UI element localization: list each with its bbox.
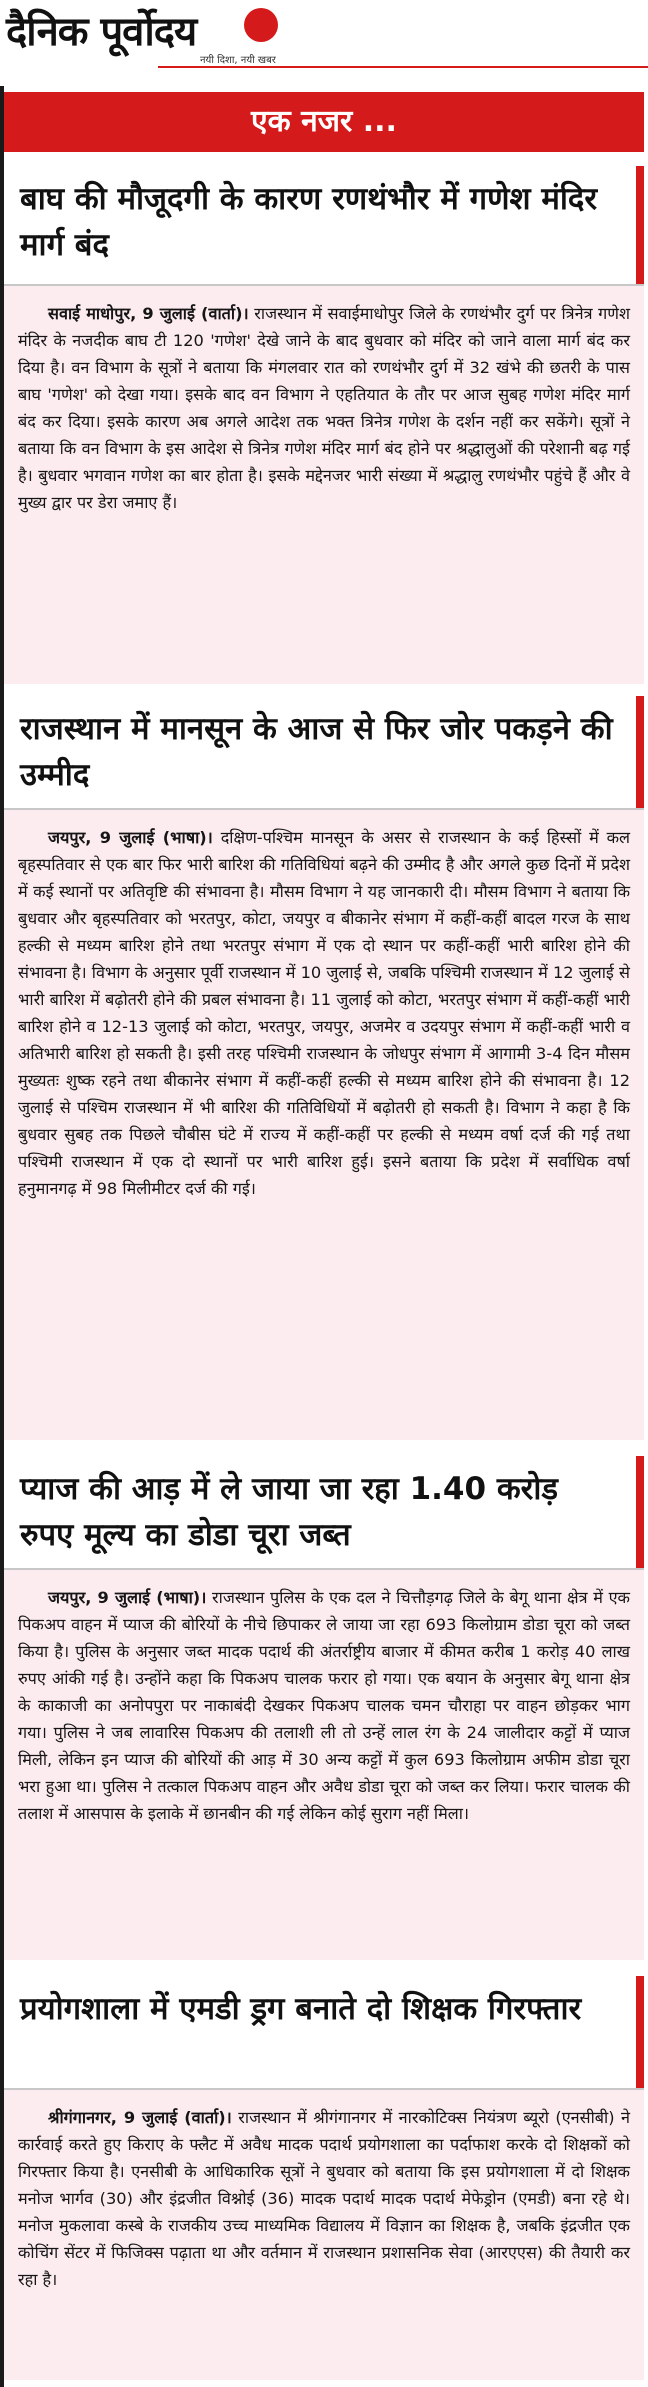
article-headline: प्रयोगशाला में एमडी ड्रग बनाते दो शिक्षक गिरफ्तार xyxy=(20,1991,582,2027)
headline-box xyxy=(4,1456,644,1568)
article-body xyxy=(4,2088,644,2380)
logo-sun-icon xyxy=(244,8,278,42)
article-dateline: जयपुर, 9 जुलाई (भाषा)। xyxy=(48,1588,207,1607)
masthead-divider xyxy=(158,66,648,68)
article-dateline: जयपुर, 9 जुलाई (भाषा)। xyxy=(48,828,213,847)
article-body-text: राजस्थान में श्रीगंगानगर में नारकोटिक्स नियंत्रण ब्यूरो (एनसीबी) ने कार्रवाई करते हुए किराए के फ्लैट में अवैध मादक पदार्थ प्रयोगशाला का पर्दाफाश करके दो शिक्षकों को गिरफ्तार किया है। एनसीबी के आधिकारिक सूत्रों ने बुधवार को बताया कि इस प्रयोगशाला में दो शिक्षक मनोज भार्गव (30) और इंद्रजीत विश्नोई (36) मादक पदार्थ मादक पदार्थ मेफेड्रोन (एमडी) बना रहे थे। मनोज मुकलावा कस्बे के राजकीय उच्च माध्यमिक विद्यालय में विज्ञान का शिक्षक है, जबकि इंद्रजीत एक कोचिंग सेंटर में फिजिक्स पढ़ाता था और वर्तमान में राजस्थान प्रशासनिक सेवा (आरएएस) की तैयारी कर रहा है। xyxy=(18,2108,630,2289)
headline-box xyxy=(4,1976,644,2088)
section-banner xyxy=(4,92,644,152)
section-title: एक नजर ... xyxy=(251,104,397,139)
article-headline: बाघ की मौजूदगी के कारण रणथंभौर में गणेश मंदिर मार्ग बंद xyxy=(20,181,598,263)
article-tiger-ganesh-temple xyxy=(4,166,644,686)
newspaper-tagline: नयी दिशा, नयी खबर xyxy=(200,55,276,66)
headline-box xyxy=(4,696,644,808)
article-text xyxy=(18,2104,630,2293)
article-headline: राजस्थान में मानसून के आज से फिर जोर पकड़ने की उम्मीद xyxy=(20,711,613,793)
article-body-text: राजस्थान में सवाईमाधोपुर जिले के रणथंभौर दुर्ग पर त्रिनेत्र गणेश मंदिर के नजदीक बाघ टी 120 'गणेश' देखे जाने के बाद बुधवार को मंदिर को जाने वाला मार्ग बंद कर दिया है। वन विभाग के सूत्रों ने बताया कि मंगलवार रात को रणथंभौर दुर्ग में 32 खंभे की छतरी के पास बाघ 'गणेश' को देखा गया। इसके बाद वन विभाग ने एहतियात के तौर पर आज सुबह गणेश मंदिर मार्ग बंद कर दिया। इसके कारण अब अगले आदेश तक भक्त त्रिनेत्र गणेश के दर्शन नहीं कर सकेंगे। सूत्रों ने बताया कि वन विभाग के इस आदेश से त्रिनेत्र गणेश मंदिर मार्ग बंद होने पर श्रद्धालुओं की परेशानी बढ़ गई है। बुधवार भगवान गणेश का बार होता है। इसके मद्देनजर भारी संख्या में श्रद्धालु रणथंभौर पहुंचे हैं और वे मुख्य द्वार पर डेरा जमाए हैं। xyxy=(18,304,630,512)
article-body xyxy=(4,284,644,684)
article-body-text: राजस्थान पुलिस के एक दल ने चित्तौड़गढ़ जिले के बेगू थाना क्षेत्र में एक पिकअप वाहन में प्याज की बोरियों के नीचे छिपाकर ले जाया जा रहा 693 किलोग्राम डोडा चूरा को जब्त किया है। पुलिस के अनुसार जब्त मादक पदार्थ की अंतर्राष्ट्रीय बाजार में कीमत करीब 1 करोड़ 40 लाख रुपए आंकी गई है। उन्होंने कहा कि पिकअप चालक फरार हो गया। एक बयान के अनुसार बेगू थाना क्षेत्र के काकाजी का अनोपपुरा पर नाकाबंदी देखकर पिकअप चालक चमन चौराहा पर वाहन छोड़कर भाग गया। पुलिस ने जब लावारिस पिकअप की तलाशी ली तो उन्हें लाल रंग के 24 जालीदार कट्टों में प्याज मिली, लेकिन इन प्याज की बोरियों की आड़ में 30 अन्य कट्टों में कुल 693 किलोग्राम अफीम डोडा चूरा भरा हुआ था। पुलिस ने तत्काल पिकअप वाहन और अवैध डोडा चूरा को जब्त कर लिया। फरार चालक की तलाश में आसपास के इलाके में छानबीन की गई लेकिन कोई सुराग नहीं मिला। xyxy=(18,1588,630,1823)
article-md-drug-lab xyxy=(4,1976,644,2380)
article-body-text: दक्षिण-पश्चिम मानसून के असर से राजस्थान के कई हिस्सों में कल बृहस्पतिवार से एक बार फिर भारी बारिश की गतिविधियां बढ़ने की उम्मीद है और अगले कुछ दिनों में प्रदेश में कई स्थानों पर अतिवृष्टि की संभावना है। मौसम विभाग ने यह जानकारी दी। मौसम विभाग ने बताया कि बुधवार और बृहस्पतिवार को भरतपुर, कोटा, जयपुर व बीकानेर संभाग में कहीं-कहीं बादल गरज के साथ हल्की से मध्यम बारिश होने तथा भरतपुर संभाग में एक दो स्थान पर कहीं-कहीं भारी बारिश होने की संभावना है। विभाग के अनुसार पूर्वी राजस्थान में 10 जुलाई से, जबकि पश्चिमी राजस्थान में 12 जुलाई से भारी बारिश में बढ़ोतरी होने की प्रबल संभावना है। 11 जुलाई को कोटा, भरतपुर संभाग में कहीं-कहीं भारी बारिश होने व 12-13 जुलाई को कोटा, भरतपुर, जयपुर, अजमेर व उदयपुर संभाग में कहीं-कहीं भारी व अतिभारी बारिश हो सकती है। इसी तरह पश्चिमी राजस्थान के जोधपुर संभाग में आगामी 3-4 दिन मौसम मुख्यतः शुष्क रहने तथा बीकानेर संभाग में कहीं-कहीं हल्की से मध्यम बारिश होने की संभावना है। 12 जुलाई से पश्चिम राजस्थान में भी बारिश की गतिविधियों में बढ़ोतरी हो सकती है। विभाग ने कहा है कि बुधवार सुबह तक पिछले चौबीस घंटे में राज्य में कहीं-कहीं पर हल्की से मध्यम वर्षा दर्ज की गई तथा पश्चिमी राजस्थान में एक दो स्थानों पर भारी बारिश हुई। इसने बताया कि प्रदेश में सर्वाधिक वर्षा हनुमानगढ़ में 98 मिलीमीटर दर्ज की गई। xyxy=(18,828,631,1198)
article-text xyxy=(18,300,630,516)
article-body xyxy=(4,808,644,1440)
article-monsoon xyxy=(4,696,644,1446)
masthead xyxy=(0,0,648,86)
article-dateline: श्रीगंगानगर, 9 जुलाई (वार्ता)। xyxy=(48,2108,232,2127)
article-headline: प्याज की आड़ में ले जाया जा रहा 1.40 करोड़ रुपए मूल्य का डोडा चूरा जब्त xyxy=(20,1471,558,1553)
article-dateline: सवाई माधोपुर, 9 जुलाई (वार्ता)। xyxy=(48,304,249,323)
article-text xyxy=(18,1584,630,1827)
headline-box xyxy=(4,166,644,284)
article-body xyxy=(4,1568,644,1960)
newspaper-logo: दैनिक पूर्वोदय xyxy=(6,8,197,55)
article-text xyxy=(18,824,630,1202)
article-doda-chura-seized xyxy=(4,1456,644,1964)
